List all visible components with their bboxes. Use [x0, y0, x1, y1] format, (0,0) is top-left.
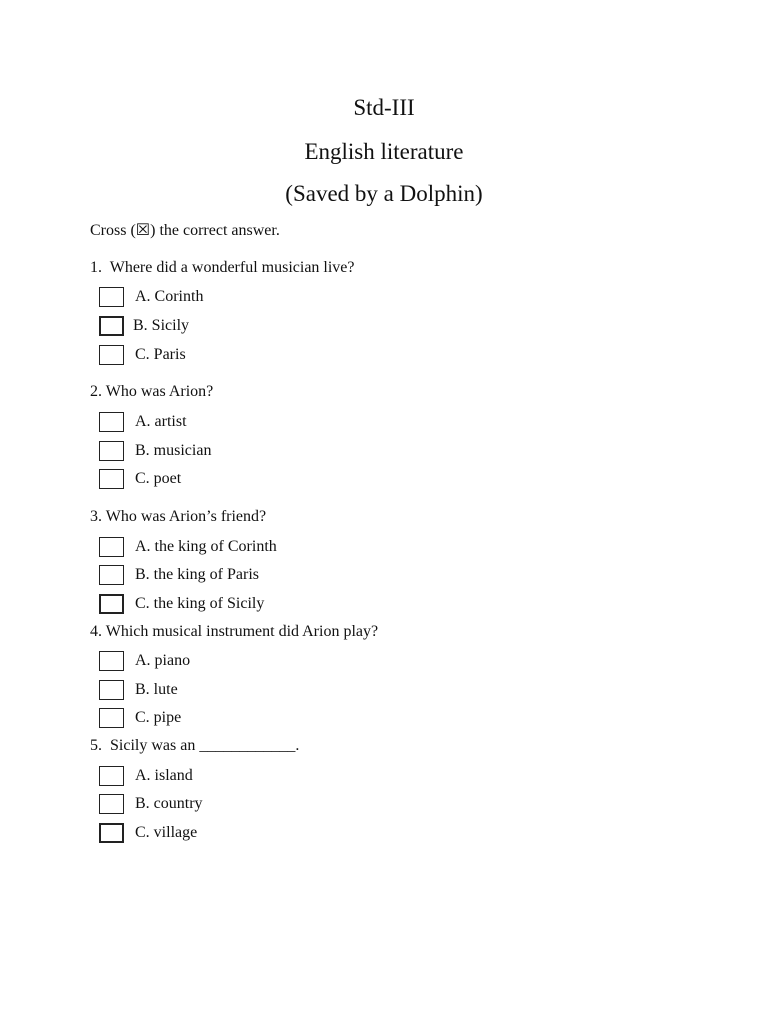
answer-checkbox[interactable] [99, 594, 124, 614]
answer-checkbox[interactable] [99, 651, 124, 671]
question-2: 2. Who was Arion? [90, 383, 214, 400]
option-label: C. Paris [135, 345, 186, 363]
lesson-title: (Saved by a Dolphin) [285, 181, 483, 206]
answer-checkbox[interactable] [99, 441, 124, 461]
option-label: C. the king of Sicily [135, 594, 265, 612]
option-5a [99, 764, 193, 787]
answer-checkbox[interactable] [99, 766, 124, 786]
option-label: C. village [135, 823, 198, 841]
option-label: C. poet [135, 469, 182, 487]
answer-checkbox[interactable] [99, 316, 124, 336]
option-4c [99, 706, 181, 729]
option-1b [99, 314, 189, 337]
question-4: 4. Which musical instrument did Arion play? [90, 623, 379, 640]
option-label: A. the king of Corinth [135, 537, 277, 555]
option-label: B. Sicily [133, 316, 190, 334]
answer-checkbox[interactable] [99, 794, 124, 814]
option-5b [99, 792, 203, 815]
option-1c [99, 343, 186, 366]
answer-checkbox[interactable] [99, 469, 124, 489]
answer-checkbox[interactable] [99, 345, 124, 365]
option-label: A. piano [135, 651, 191, 669]
answer-checkbox[interactable] [99, 412, 124, 432]
option-2c [99, 467, 181, 490]
option-label: B. lute [135, 680, 178, 698]
answer-checkbox[interactable] [99, 565, 124, 585]
answer-checkbox[interactable] [99, 537, 124, 557]
option-label: A. island [135, 766, 193, 784]
option-label: A. Corinth [135, 287, 204, 305]
option-3a [99, 535, 277, 558]
option-2a [99, 410, 187, 433]
option-2b [99, 439, 211, 462]
option-3b [99, 563, 259, 586]
option-label: C. pipe [135, 708, 182, 726]
option-4b [99, 678, 178, 701]
question-5: 5. Sicily was an ____________. [90, 737, 300, 754]
option-label: B. musician [135, 441, 212, 459]
answer-checkbox[interactable] [99, 680, 124, 700]
standard-title: Std-III [353, 95, 415, 120]
subject-title: English literature [304, 139, 464, 164]
instruction-text: Cross (☒) the correct answer. [90, 222, 280, 239]
option-3c [99, 592, 264, 615]
question-3: 3. Who was Arion’s friend? [90, 508, 267, 525]
answer-checkbox[interactable] [99, 708, 124, 728]
option-label: A. artist [135, 412, 187, 430]
answer-checkbox[interactable] [99, 287, 124, 307]
answer-checkbox[interactable] [99, 823, 124, 843]
option-5c [99, 821, 197, 844]
option-label: B. country [135, 794, 203, 812]
question-1: 1. Where did a wonderful musician live? [90, 259, 355, 276]
option-4a [99, 649, 190, 672]
option-1a [99, 285, 203, 308]
option-label: B. the king of Paris [135, 565, 259, 583]
